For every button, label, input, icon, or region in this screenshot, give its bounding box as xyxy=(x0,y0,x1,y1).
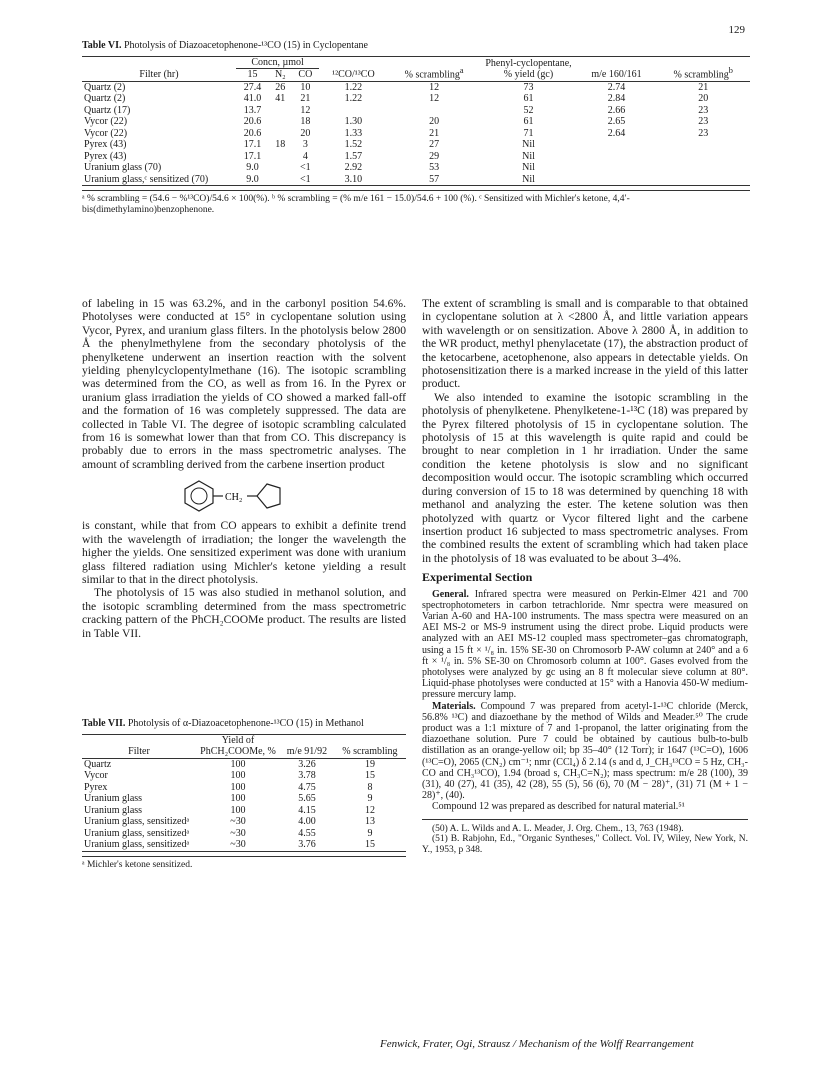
running-footer: Fenwick, Frater, Ogi, Strausz / Mechanism of the Wolff Rearrangement xyxy=(380,1038,694,1050)
table-vi-cell-yield: 52 xyxy=(523,104,534,116)
table-vi-footnote: ᵃ % scrambling = (54.6 − %¹³CO)/54.6 × 100(%). ᵇ % scrambling = (% m/e 161 − 15.0)/54.6 + 100 (%). ᶜ Sensitized with Michler's ketone, 4,4′-bis(dimethylamino)benzophenone. xyxy=(82,190,750,216)
table-vii-cell-yield: ~30 xyxy=(230,816,246,827)
table-vi-cell-c15: 41.0 xyxy=(243,93,262,104)
col-scrambling-a xyxy=(388,56,481,81)
table-vii-cell-me: 5.65 xyxy=(298,793,316,804)
general-lead: General. xyxy=(432,588,469,600)
table-vi-title: Photolysis of Diazoacetophenone-¹³CO (15) in Cyclopentane xyxy=(123,40,368,51)
table-vi-cell-c15: 20.6 xyxy=(243,116,262,127)
table-vii-cell-filter: Uranium glass xyxy=(84,804,143,816)
table-vii-cell-filter: Uranium glass, sensitizedᵃ xyxy=(84,839,190,850)
right-paragraph-1: The extent of scrambling is small and is comparable to that obtained in cyclopentane solution at λ <2800 Å, and little variation appears with wavelength or on sensitization. Above λ 2800 Å, in addition to the WR product, methyl phenylacetate (17), the abstraction product of the ketocarbene, acetophenone, also appears in detectable yields. On photosensitization there is a marked increase in the yield of this latter product. xyxy=(422,297,748,391)
table-vii-row xyxy=(82,816,406,828)
experimental-general xyxy=(422,589,748,701)
col-n2: N₂ xyxy=(274,69,286,80)
col-filter-hr: Filter (hr) xyxy=(139,69,179,80)
table-vi-cell-n2 xyxy=(269,151,292,163)
table-vi-cell-n2: 41 xyxy=(275,93,286,104)
table-vi-cell-me: 2.74 xyxy=(607,81,626,93)
table-vi-cell-co: 21 xyxy=(300,93,311,104)
table-vii-cell-scr: 12 xyxy=(364,804,375,816)
table-vii-cell-me: 4.55 xyxy=(298,827,316,839)
table-vi xyxy=(82,40,750,216)
table-vi-cell-scr2 xyxy=(656,162,750,174)
experimental-section-body xyxy=(422,589,748,813)
table-vii-row xyxy=(82,770,406,782)
table-vii-caption xyxy=(82,718,406,730)
table-vi-cell-ratio: 1.22 xyxy=(344,81,363,93)
table-vii-body xyxy=(82,758,406,851)
table-vi-cell-ratio: 1.57 xyxy=(344,150,363,162)
table-vi-row xyxy=(82,151,750,163)
col-me-ratio: m/e 160/161 xyxy=(591,69,642,80)
table-vi-cell-c15: 17.1 xyxy=(243,139,262,150)
table-vi-row xyxy=(82,93,750,105)
table-vi-row xyxy=(82,139,750,151)
col-group-concn: Concn, µmol xyxy=(236,56,319,69)
table-vi-cell-c15: 27.4 xyxy=(243,81,262,93)
col-scrambling-b xyxy=(656,56,750,81)
table-vii-cell-yield: 100 xyxy=(230,781,246,793)
left-column xyxy=(82,297,406,640)
table-vi-row xyxy=(82,128,750,140)
col-phenylcyclopentane: Phenyl-cyclopentane, % yield (gc) xyxy=(485,57,572,80)
table-vii-cell-yield: 100 xyxy=(230,804,246,816)
table-vi-cell-me: 2.66 xyxy=(607,104,626,116)
table-vii-cell-filter: Uranium glass xyxy=(84,793,143,804)
table-vi-cell-n2 xyxy=(269,162,292,174)
table-vii-row xyxy=(82,805,406,817)
table-vi-cell-scr2: 23 xyxy=(698,104,709,116)
reference-51: (51) B. Rabjohn, Ed., "Organic Syntheses," Collect. Vol. IV, Wiley, New York, N. Y., 1953, p 348. xyxy=(422,834,748,856)
col-co: CO xyxy=(298,69,313,80)
table-vi-cell-n2: 26 xyxy=(275,81,286,93)
table-vi-cell-c15: 17.1 xyxy=(243,150,262,162)
table-vi-cell-scr2: 23 xyxy=(698,127,709,139)
table-vii-row xyxy=(82,758,406,770)
table-vi-body xyxy=(82,81,750,186)
structure-drawing xyxy=(179,475,309,515)
table-vi-cell-yield: 61 xyxy=(523,93,534,104)
table-vi-cell-n2 xyxy=(269,105,292,117)
table-vi-cell-ratio: 1.33 xyxy=(344,127,363,139)
table-vii-cell-scr: 9 xyxy=(367,827,373,839)
right-paragraph-2: We also intended to examine the isotopic scrambling in the photolysis of phenylketene. Phenylketene-1-¹³C (18) was prepared by the Pyrex filtered photolysis of 15 in cyclopentane solution. The photolysis of 15 at this wavelength is quite rapid and could be brought to near completion in 1 hr irradiation. Under the same condition the ketene photolysis is slow and no significant decomposition would occur. The isotopic scrambling which occurred during conversion of 15 to 18 was determined by quenching 18 with methanol and analyzing the ester. The ketene solution was then photolyzed with quartz or Vycor filtered light and the carbene insertion product 16 subjected to mass spectrometric analyses. From the combined results the extent of scrambling which had taken place in the photolysis of 18 was evaluated to be about 3–4%. xyxy=(422,390,748,565)
table-vi-caption xyxy=(82,40,750,52)
table-vii-cell-scr: 13 xyxy=(364,816,375,827)
table-vii-cell-scr: 19 xyxy=(364,758,375,770)
table-vi-cell-co: 3 xyxy=(302,139,308,150)
table-vi-cell-co: 10 xyxy=(300,81,311,93)
table-vi-cell-me: 2.84 xyxy=(607,93,626,104)
table-vii-cell-yield: ~30 xyxy=(230,827,246,839)
table-vi-cell-ratio: 1.22 xyxy=(344,93,363,104)
table-vi-row xyxy=(82,162,750,174)
table-vi-cell-scr2 xyxy=(656,174,750,186)
table-vi-cell-filter: Uranium glass,ᶜ sensitized (70) xyxy=(84,173,209,185)
table-vi-cell-scr: 20 xyxy=(429,116,440,127)
experimental-compound-12: Compound 12 was prepared as described for natural material.⁵¹ xyxy=(432,801,685,813)
table-vii-row xyxy=(82,793,406,805)
col-15: 15 xyxy=(247,69,258,80)
table-vi-cell-me xyxy=(577,139,657,151)
table-vi-cell-filter: Quartz (17) xyxy=(84,104,131,116)
table-vi-cell-co: 18 xyxy=(300,116,311,127)
col-scrambling-b-text: % scrambling xyxy=(673,69,729,80)
table-vii-cell-me: 3.78 xyxy=(298,770,316,781)
t7-col-me: m/e 91/92 xyxy=(286,746,328,757)
table-vii-cell-yield: ~30 xyxy=(230,839,246,850)
table-vi-cell-scr: 12 xyxy=(429,93,440,104)
table-vii-cell-me: 4.15 xyxy=(298,804,316,816)
table-vii-title: Photolysis of α-Diazoacetophenone-¹³CO (15) in Methanol xyxy=(127,718,364,729)
table-vi-cell-yield: 71 xyxy=(523,127,534,139)
t7-col-yield: Yield of PhCH₂COOMe, % xyxy=(200,734,276,757)
table-vi-cell-co: <1 xyxy=(300,173,311,185)
table-vi-cell-filter: Pyrex (43) xyxy=(84,139,127,150)
table-vi-cell-scr2 xyxy=(656,151,750,163)
reference-50: (50) A. L. Wilds and A. L. Meader, J. Org. Chem., 13, 763 (1948). xyxy=(432,823,684,834)
phenylcyclopentylmethane-structure xyxy=(82,475,406,515)
general-text: Infrared spectra were measured on Perkin-Elmer 421 and 700 spectrophotometers in carbon tetrachloride. Nmr spectra were measured on Varian A-60 and HA-100 instruments. The mass spectra were measured on an AEI MS-2 or MS-9 instrument using the direct probe. Liquid products were analyzed with an AEI MS-12 coupled mass spectrometer–gas chromatograph, using a 15 ft × ¹/₈ in. 15% SE-30 on Chromosorb P-AW column at 240° and a 6 ft × ¹/₈ in. 5% SE-30 on Chromosorb column at 100°. Gases evolved from the photolyses were analyzed by gc using an 8 ft molecular sieve column at 80°. Liquid-phase photolyses were conducted at 15° with a Hanovia 450-W medium-pressure mercury lamp. xyxy=(422,588,749,701)
table-vi-cell-co: 4 xyxy=(302,150,308,162)
t7-col-filter: Filter xyxy=(128,746,150,757)
table-vi-cell-yield: 61 xyxy=(523,116,534,127)
table-vi-cell-n2 xyxy=(269,128,292,140)
table-vi-cell-co: 12 xyxy=(300,104,311,116)
table-vi-row xyxy=(82,105,750,117)
table-vii-cell-scr: 15 xyxy=(364,770,375,781)
table-vi-row xyxy=(82,174,750,186)
structure-ch2-label: CH₂ xyxy=(225,492,243,504)
col-scrambling-b-note: b xyxy=(728,65,733,75)
table-vi-cell-c15: 9.0 xyxy=(246,162,259,173)
materials-text: Compound 7 was prepared from acetyl-1-¹³C chloride (Merck, 56.8% ¹³C) and diazoethane by the method of Wilds and Meader.⁵⁰ The crude product was a 1:1 mixture of 7 and 1-propanol, the latter originating from the diazoethane solution. Pure 7 could be obtained by cautious bulb-to-bulb distillation as an orange-yellow oil; bp 35–40° (12 Torr); ir 1647 (¹³C=O), 1606 (¹³C=O), 2065 (CN₂) cm⁻¹; nmr (CCl₄) δ 2.14 (s and d, J_CH₃¹³CO = 5 Hz, CH₃-CO and CH₃¹³CO), 1.94 (broad s, CH₃C=N₂); mass spectrum: m/e 28 (100), 39 (31), 40 (27), 41 (35), 42 (28), 55 (5), 56 (6), 70 (M − 28)⁺, (31) 71 (M + 1 − 28)⁺, (40). xyxy=(422,700,748,802)
table-vi-cell-me xyxy=(577,174,657,186)
table-vi-cell-n2 xyxy=(269,174,292,186)
table-vi-cell-scr2: 21 xyxy=(698,81,709,93)
col-scrambling-a-note: a xyxy=(459,65,464,75)
table-vii-row xyxy=(82,839,406,851)
table-vi-cell-ratio: 3.10 xyxy=(344,173,363,185)
table-vii-label: Table VII. xyxy=(82,718,126,729)
table-vi-cell-scr2: 23 xyxy=(698,116,709,127)
page-number: 129 xyxy=(728,24,745,36)
table-vii-cell-me: 4.00 xyxy=(298,816,316,827)
table-vi-cell-ratio: 1.30 xyxy=(344,116,363,127)
table-vi-cell-yield: Nil xyxy=(522,162,535,173)
table-vii-cell-yield: 100 xyxy=(230,793,246,804)
left-paragraph-3: The photolysis of 15 was also studied in methanol solution, and the isotopic scrambling determined from the mass spectrometric cracking pattern of the PhCH₂COOMe product. The results are listed in Table VII. xyxy=(82,586,406,640)
table-vi-cell-ratio: 2.92 xyxy=(344,162,363,173)
table-vi-cell-c15: 20.6 xyxy=(243,127,262,139)
table-vii-cell-me: 3.76 xyxy=(298,839,316,850)
table-vi-cell-filter: Pyrex (43) xyxy=(84,150,127,162)
col-ratio: ¹²CO/¹³CO xyxy=(332,69,375,80)
table-vi-cell-me: 2.65 xyxy=(607,116,626,127)
table-vi-row xyxy=(82,81,750,93)
table-vii-cell-filter: Pyrex xyxy=(84,781,108,793)
t7-col-scrambling: % scrambling xyxy=(342,746,398,757)
table-vi-cell-filter: Uranium glass (70) xyxy=(84,162,162,173)
table-vi-cell-me xyxy=(577,151,657,163)
right-column xyxy=(422,297,748,856)
table-vi-cell-filter: Vycor (22) xyxy=(84,116,128,127)
table-vi-cell-scr2: 20 xyxy=(698,93,709,104)
table-vi-cell-co: <1 xyxy=(300,162,311,173)
table-vi-cell-n2: 18 xyxy=(275,139,286,150)
table-vi-cell-me: 2.64 xyxy=(607,127,626,139)
table-vi-cell-n2 xyxy=(269,116,292,128)
table-vi-cell-ratio: 1.52 xyxy=(344,139,363,150)
left-paragraph-2: is constant, while that from CO appears to exhibit a definite trend with the wavelength of irradiation; the longer the wavelength the higher the yields. One sensitized experiment was done with uranium glass filtered radiation using Michler's ketone yielding a result similar to that in the direct photolysis. xyxy=(82,519,406,586)
table-vi-cell-co: 20 xyxy=(300,127,311,139)
table-vii-cell-scr: 15 xyxy=(364,839,375,850)
materials-lead: Materials. xyxy=(432,700,476,712)
table-vi-cell-yield: 73 xyxy=(523,81,534,93)
table-vi-cell-me xyxy=(577,162,657,174)
table-vi-cell-filter: Vycor (22) xyxy=(84,127,128,139)
table-vii-cell-filter: Uranium glass, sensitizedᵃ xyxy=(84,827,190,839)
table-vi-grid xyxy=(82,56,750,187)
table-vii xyxy=(82,718,406,871)
table-vi-cell-scr: 53 xyxy=(429,162,440,173)
table-vi-cell-ratio xyxy=(319,105,388,117)
table-vii-cell-scr: 9 xyxy=(367,793,373,804)
table-vii-footnote: ᵃ Michler's ketone sensitized. xyxy=(82,856,406,871)
table-vii-cell-me: 4.75 xyxy=(298,781,316,793)
table-vii-cell-scr: 8 xyxy=(367,781,373,793)
table-vi-cell-filter: Quartz (2) xyxy=(84,93,126,104)
table-vi-cell-scr: 21 xyxy=(429,127,440,139)
table-vii-cell-me: 3.26 xyxy=(298,758,316,770)
table-vii-grid xyxy=(82,734,406,852)
table-vi-cell-scr2 xyxy=(656,139,750,151)
table-vi-label: Table VI. xyxy=(82,40,122,51)
experimental-materials xyxy=(422,701,748,802)
experimental-section-heading: Experimental Section xyxy=(422,570,533,585)
table-vii-cell-yield: 100 xyxy=(230,758,246,770)
table-vi-cell-scr: 29 xyxy=(429,150,440,162)
table-vi-cell-scr xyxy=(388,105,481,117)
table-vi-cell-yield: Nil xyxy=(522,173,535,185)
table-vii-row xyxy=(82,782,406,794)
table-vi-cell-c15: 9.0 xyxy=(246,173,259,185)
table-vii-cell-yield: 100 xyxy=(230,770,246,781)
table-vi-cell-scr: 27 xyxy=(429,139,440,150)
references xyxy=(422,819,748,856)
left-paragraph-1: of labeling in 15 was 63.2%, and in the carbonyl position 54.6%. Photolyses were conducted at 15° in cyclopentane solution using Vycor, Pyrex, and uranium glass filters. In the photolysis below 2800 Å the phenylmethylene from the secondary photolysis of the phenylketene underwent an insertion reaction with the solvent yielding phenylcyclopentylmethane (16). The isotopic scrambling was determined from the CO, as well as from 16. In the Pyrex or uranium glass irradiation the yields of CO showed a marked fall-off and the formation of 16 was completely suppressed. The data are collected in Table VI. The degree of isotopic scrambling calculated from 16 is somewhat lower than that from CO. This discrepancy is probably due to errors in the mass spectrometric analyses. The amount of scrambling derived from the carbene insertion product xyxy=(82,297,406,471)
col-scrambling-a-text: % scrambling xyxy=(404,69,460,80)
table-vi-cell-filter: Quartz (2) xyxy=(84,81,126,93)
table-vi-cell-yield: Nil xyxy=(522,150,535,162)
table-vi-cell-c15: 13.7 xyxy=(243,104,262,116)
table-vii-row xyxy=(82,828,406,840)
table-vii-cell-filter: Quartz xyxy=(84,758,112,770)
table-vi-cell-scr: 57 xyxy=(429,173,440,185)
table-vii-cell-filter: Vycor xyxy=(84,770,108,781)
table-vi-cell-yield: Nil xyxy=(522,139,535,150)
table-vii-cell-filter: Uranium glass, sensitizedᵃ xyxy=(84,816,190,827)
table-vi-row xyxy=(82,116,750,128)
table-vi-cell-scr: 12 xyxy=(429,81,440,93)
